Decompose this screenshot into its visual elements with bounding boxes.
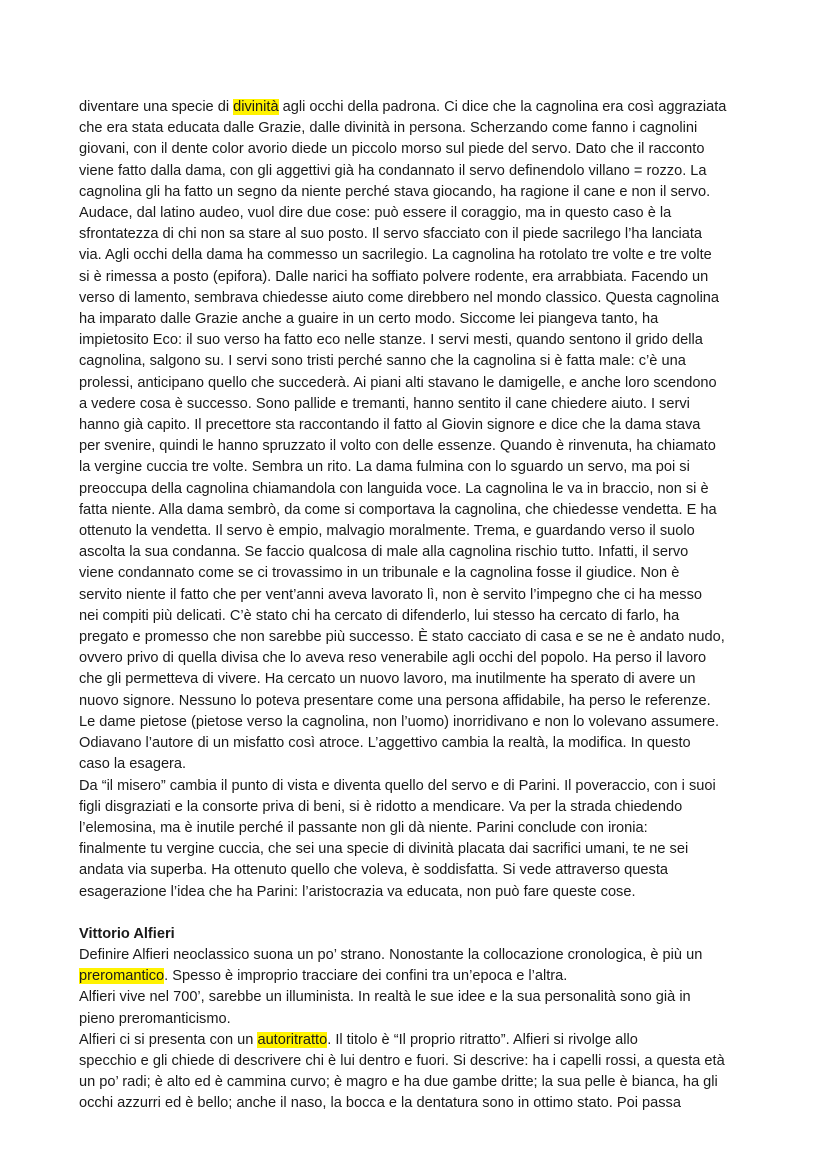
text-line: giovani, con il dente color avorio diede un piccolo morso sul piede del servo. Dato che il racconto xyxy=(79,141,705,158)
text-line: Alfieri vive nel 700’, sarebbe un illuminista. In realtà le sue idee e la sua personalità sono già in xyxy=(79,989,691,1006)
text-line: Definire Alfieri neoclassico suona un po’ strano. Nonostante la collocazione cronologica, è più un xyxy=(79,946,703,963)
text-line: Le dame pietose (pietose verso la cagnolina, non l’uomo) inorridivano e non lo volevano assumere. xyxy=(79,713,720,730)
text-line: a vedere cosa è successo. Sono pallide e tremanti, hanno sentito il cane chiedere aiuto. I servi xyxy=(79,395,690,412)
text-line: ascolta la sua condanna. Se faccio qualcosa di male alla cagnolina rischio tutto. Infatti, il servo xyxy=(79,544,689,561)
text-line: che era stata educata dalle Grazie, dalle divinità in persona. Scherzando come fanno i cagnolini xyxy=(79,120,698,137)
text-span: diventare una specie di xyxy=(79,99,234,115)
text-line: via. Agli occhi della dama ha commesso un sacrilegio. La cagnolina ha rotolato tre volte e tre volte xyxy=(79,247,712,264)
document-page xyxy=(79,97,759,1115)
text-line: la vergine cuccia tre volte. Sembra un rito. La dama fulmina con lo sguardo un servo, ma poi si xyxy=(79,459,690,476)
text-line: hanno già capito. Il precettore sta raccontando il fatto al Giovin signore e dice che la dama stava xyxy=(79,417,701,434)
text-span: agli occhi della padrona. Ci dice che la cagnolina era così aggraziata xyxy=(278,99,727,115)
text-line: Odiavano l’autore di un misfatto così atroce. L’aggettivo cambia la realtà, la modifica. In questo xyxy=(79,735,691,752)
text-line: nuovo signore. Nessuno lo poteva presentare come una persona affidabile, ha perso le referenze. xyxy=(79,692,711,709)
text-line: cagnolina gli ha fatto un segno da niente perché stava giocando, ha ragione il cane e non il servo. xyxy=(79,183,711,200)
section-heading: Vittorio Alfieri xyxy=(79,925,175,942)
text-span: Alfieri ci si presenta con un xyxy=(79,1031,258,1048)
text-line: Da “il misero” cambia il punto di vista e diventa quello del servo e di Parini. Il poveraccio, con i suoi xyxy=(79,777,716,794)
text-line xyxy=(79,97,759,118)
text-line: occhi azzurri ed è bello; anche il naso, la bocca e la dentatura sono in ottimo stato. Poi passa xyxy=(79,1095,681,1112)
text-line xyxy=(79,966,759,987)
text-line: caso la esagera. xyxy=(79,756,187,773)
text-line: andata via superba. Ha ottenuto quello che voleva, è soddisfatta. Si vede attraverso questa xyxy=(79,862,668,879)
text-line: impietosito Eco: il suo verso ha fatto eco nelle stanze. I servi mesti, quando sentono il grido della xyxy=(79,332,703,349)
text-line: esagerazione l’idea che ha Parini: l’aristocrazia va educata, non può fare queste cose. xyxy=(79,883,636,900)
text-line: un po’ radi; è alto ed è cammina curvo; è magro e ha due gambe dritte; la sua pelle è bianca, ha gli xyxy=(79,1074,718,1091)
text-line: servito niente il fatto che per vent’anni aveva lavorato lì, non è servito l’impegno che ci ha messo xyxy=(79,586,703,603)
text-line: ottenuto la vendetta. Il servo è empio, malvagio moralmente. Trema, e guardando verso il suolo xyxy=(79,523,695,540)
text-line: viene fatto dalla dama, con gli aggettivi già ha condannato il servo definendolo villano = rozzo. La xyxy=(79,162,707,179)
text-span: . Il titolo è “Il proprio ritratto”. Alfieri si rivolge allo xyxy=(327,1031,638,1048)
text-line: ha imparato dalle Grazie anche a guaire in un certo modo. Siccome lei piangeva tanto, ha xyxy=(79,311,659,328)
text-line: sfrontatezza di chi non sa stare al suo posto. Il servo sfacciato con il piede sacrilego l’ha lanciata xyxy=(79,226,703,243)
text-line: ovvero privo di quella divisa che lo aveva reso venerabile agli occhi del popolo. Ha perso il lavoro xyxy=(79,650,707,667)
text-line: specchio e gli chiede di descrivere chi è lui dentro e fuori. Si descrive: ha i capelli rossi, a questa età xyxy=(79,1052,725,1069)
text-line: Audace, dal latino audeo, vuol dire due cose: può essere il coraggio, ma in questo caso è la xyxy=(79,205,672,222)
text-line: figli disgraziati e la consorte priva di beni, si è ridotto a mendicare. Va per la strada chiedendo xyxy=(79,798,683,815)
text-line: verso di lamento, sembrava chiedesse aiuto come direbbero nel mondo classico. Questa cagnolina xyxy=(79,289,720,306)
text-line: preoccupa della cagnolina chiamandola con languida voce. La cagnolina le va in braccio, non si è xyxy=(79,480,709,497)
highlighted-term: autoritratto xyxy=(257,1031,328,1048)
text-line: pieno preromanticismo. xyxy=(79,1010,231,1027)
text-line xyxy=(79,1030,759,1051)
highlighted-term: preromantico xyxy=(79,968,165,985)
text-line: prolessi, anticipano quello che succederà. Ai piani alti stavano le damigelle, e anche loro scendono xyxy=(79,374,717,391)
highlighted-term: divinità xyxy=(233,99,279,115)
text-line: pregato e promesso che non sarebbe più successo. È stato cacciato di casa e se ne è andato nudo, xyxy=(79,629,725,646)
text-line: l’elemosina, ma è inutile perché il passante non gli dà niente. Parini conclude con ironia: xyxy=(79,819,648,836)
paragraph-gap xyxy=(79,903,759,924)
text-span: . Spesso è improprio tracciare dei confini tra un’epoca e l’altra. xyxy=(164,968,568,985)
text-line: nei compiti più delicati. C’è stato chi ha cercato di difenderlo, lui stesso ha cercato di farlo, ha xyxy=(79,607,680,624)
text-line: cagnolina, salgono su. I servi sono tristi perché sanno che la cagnolina si è fatta male: c’è una xyxy=(79,353,686,370)
text-line: finalmente tu vergine cuccia, che sei una specie di divinità placata dai sacrifici umani, te ne sei xyxy=(79,841,689,858)
text-line: fatta niente. Alla dama sembrò, da come si comportava la cagnolina, che chiedesse vendetta. E ha xyxy=(79,501,717,518)
text-line: si è rimessa a posto (epifora). Dalle narici ha soffiato polvere rodente, era arrabbiata. Facendo un xyxy=(79,268,709,285)
text-line: che gli permetteva di vivere. Ha cercato un nuovo lavoro, ma inutilmente ha sperato di avere un xyxy=(79,671,696,688)
text-line: viene condannato come se ci trovassimo in un tribunale e la cagnolina fosse il giudice. Non è xyxy=(79,565,680,582)
text-line: per svenire, quindi le hanno spruzzato il volto con delle essenze. Quando è rinvenuta, ha chiamato xyxy=(79,438,716,455)
